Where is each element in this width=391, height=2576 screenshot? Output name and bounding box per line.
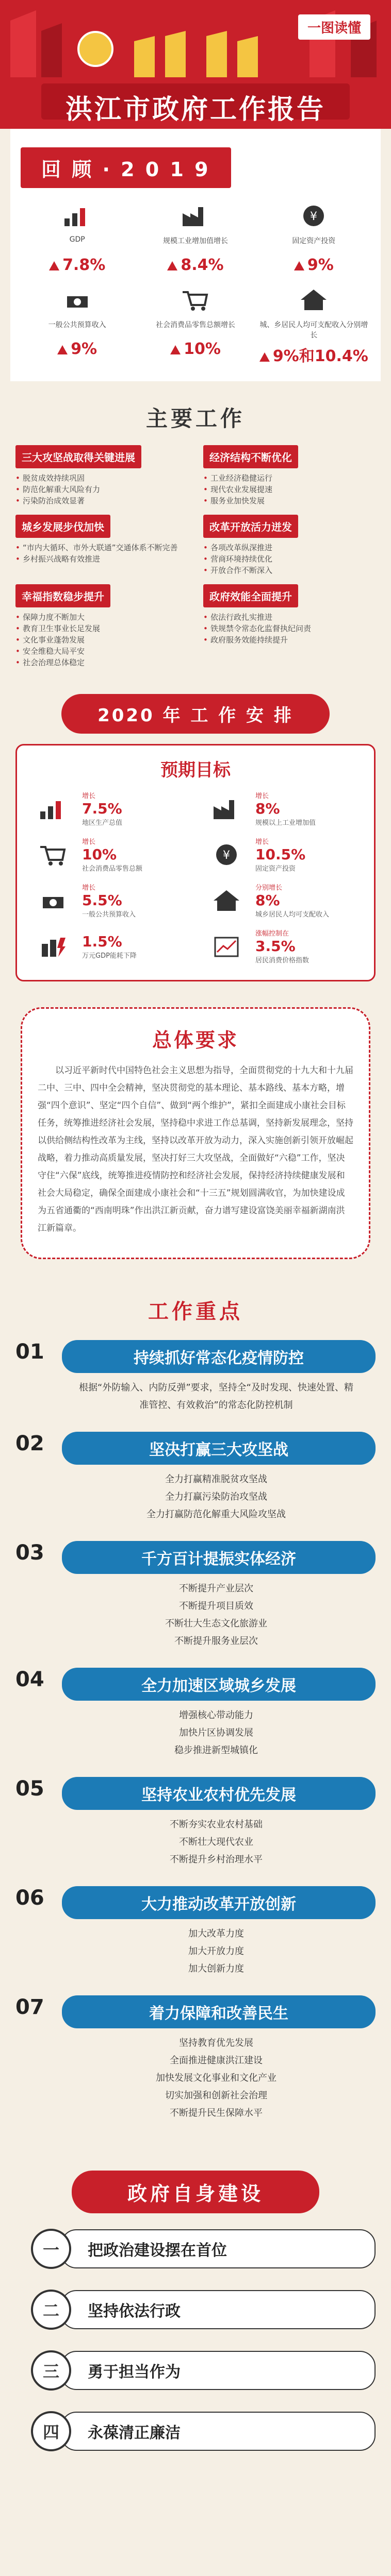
focus-heading: 全力加速区域城乡发展 xyxy=(62,1668,376,1701)
header-badge: 一图读懂 xyxy=(298,14,370,40)
shopping-cart-icon xyxy=(32,838,74,871)
card-title: 政府效能全面提升 xyxy=(203,584,298,607)
focus-item xyxy=(15,1340,376,1414)
stat-budget xyxy=(21,284,134,366)
house-people-icon xyxy=(296,284,332,315)
target-sub: 增长 xyxy=(82,884,96,892)
focus-number: 07 xyxy=(15,1995,44,2019)
card-title: 城乡发展步伐加快 xyxy=(15,515,110,538)
target-sub: 增长 xyxy=(255,792,269,800)
target-value: 1.5% xyxy=(82,933,122,950)
card-item: • 教育卫生事业长足发展 xyxy=(15,623,188,634)
arrangement-section xyxy=(0,679,391,992)
focus-line: 增强核心带动能力 xyxy=(179,1710,253,1721)
focus-body xyxy=(77,1707,355,1759)
card-item: • 政府服务效能持续提升 xyxy=(203,634,376,646)
self-item xyxy=(31,2229,376,2269)
self-number: 四 xyxy=(31,2411,71,2451)
focus-section xyxy=(0,1275,391,2150)
stat-income xyxy=(257,284,370,366)
shopping-cart-icon xyxy=(177,284,214,315)
focus-item xyxy=(15,1777,376,1869)
target-desc: 固定资产投资 xyxy=(255,865,296,873)
target-sub: 增长 xyxy=(82,838,96,846)
focus-heading: 坚决打赢三大攻坚战 xyxy=(62,1432,376,1465)
stat-label: 一般公共预算收入 xyxy=(48,321,106,329)
factory-icon xyxy=(177,200,214,231)
handshake-money-icon xyxy=(32,884,74,917)
card-item: • 防范化解重大风险有力 xyxy=(15,484,188,495)
yuan-coin-icon xyxy=(206,838,247,871)
stat-label: 固定资产投资 xyxy=(292,237,336,245)
focus-heading: 着力保障和改善民生 xyxy=(62,1995,376,2028)
focus-heading: 千方百计提振实体经济 xyxy=(62,1541,376,1574)
requirement-text: 以习近平新时代中国特色社会主义思想为指导，全面贯彻党的十九大和十九届二中、三中、四中全会精神，坚决贯彻党的基本理论、基本路线、基本方略，增强“四个意识”、坚定“四个自信”、做到“两个维护”，紧扣全面建成小康社会目标任务，统筹推进经济社会发展，坚持稳中求进工作总基调，坚持新发展理念，坚持以供给侧结构性改革为主线，坚持以改革开放为动力，深入实施创新引领开放崛起战略，着力推动高质量发展，坚决打好三大攻坚战，全面做好“六稳”工作，坚决守住“六保”底线，统筹推进疫情防控和经济社会发展，保持经济持续健康发展和社会大局稳定，确保全面建成小康社会和“十三五”规划圆满收官，为加快建设成为五省通衢的“西南明珠”作出洪江新贡献，奋力谱写建设富饶美丽幸福新湖南洪江新篇章。 xyxy=(38,1065,353,1233)
target-desc: 居民消费价格指数 xyxy=(255,957,309,964)
stat-label: GDP xyxy=(69,235,85,244)
focus-title: 工作重点 xyxy=(148,1300,243,1324)
price-index-icon xyxy=(206,930,247,963)
focus-line: 不断夯实农业农村基础 xyxy=(170,1819,263,1830)
self-item xyxy=(31,2411,376,2451)
focus-number: 03 xyxy=(15,1541,44,1565)
main-work-card xyxy=(203,515,376,576)
focus-item xyxy=(15,1432,376,1523)
target-item xyxy=(206,790,359,827)
focus-heading: 持续抓好常态化疫情防控 xyxy=(62,1340,376,1373)
self-number: 一 xyxy=(31,2229,71,2269)
party-emblem-icon xyxy=(77,31,113,67)
target-item xyxy=(32,836,185,873)
stat-industry xyxy=(139,200,252,274)
focus-number: 01 xyxy=(15,1340,44,1364)
focus-heading: 大力推动改革开放创新 xyxy=(62,1886,376,1919)
target-desc: 地区生产总值 xyxy=(82,819,123,827)
target-item xyxy=(206,928,359,964)
focus-body xyxy=(77,1925,355,1978)
focus-line: 加大开放力度 xyxy=(188,1946,244,1957)
target-grid xyxy=(32,790,359,964)
target-item xyxy=(32,928,185,964)
focus-line: 稳步推进新型城镇化 xyxy=(174,1745,258,1756)
focus-line: 切实加强和创新社会治理 xyxy=(165,2090,267,2101)
svg-text:¥: ¥ xyxy=(310,210,318,223)
target-value: 3.5% xyxy=(255,938,296,955)
factory-icon xyxy=(206,792,247,825)
house-people-icon xyxy=(206,884,247,917)
target-value: 10% xyxy=(82,846,117,863)
target-box xyxy=(15,744,376,981)
stat-value: 9% xyxy=(21,340,134,358)
target-desc: 城乡居民人均可支配收入 xyxy=(255,911,330,919)
focus-item xyxy=(15,1541,376,1650)
self-number: 三 xyxy=(31,2350,71,2391)
gdp-chart-icon xyxy=(32,792,74,825)
target-sub: 增长 xyxy=(255,838,269,846)
focus-line: 不断提升项目质效 xyxy=(179,1601,253,1612)
gdp-chart-icon xyxy=(59,200,95,231)
self-construction-section xyxy=(0,2150,391,2493)
focus-line: 不断壮大生态文化旅游业 xyxy=(165,1618,267,1629)
target-item xyxy=(32,882,185,919)
target-item xyxy=(206,836,359,873)
stat-value: 7.8% xyxy=(21,256,134,274)
card-title: 三大攻坚战取得关键进展 xyxy=(15,445,141,468)
red-flags-decoration xyxy=(0,0,391,82)
target-item xyxy=(32,790,185,827)
card-item: • 污染防治成效显著 xyxy=(15,495,188,506)
target-value: 8% xyxy=(255,800,280,817)
target-sub: 涨幅控制在 xyxy=(255,930,289,938)
focus-line: 不断提升民生保障水平 xyxy=(170,2108,263,2119)
card-item: • 安全维稳大局平安 xyxy=(15,646,188,657)
focus-item xyxy=(15,1668,376,1759)
target-title: 预期目标 xyxy=(160,760,231,781)
target-item xyxy=(206,882,359,919)
header-banner xyxy=(0,0,391,129)
stat-retail xyxy=(139,284,252,366)
card-item: • 乡村振兴战略有效推进 xyxy=(15,553,188,565)
review-title: 回 顾 · 2 0 1 9 xyxy=(21,147,231,188)
stat-value: 9%和10.4% xyxy=(257,343,370,366)
focus-line: 不断提升乡村治理水平 xyxy=(170,1854,263,1865)
focus-body xyxy=(77,2035,355,2122)
card-item: • “市内大循环、市外大联通”交通体系不断完善 xyxy=(15,542,188,553)
page-title: 洪江市政府工作报告 xyxy=(65,94,325,125)
card-title: 幸福指数稳步提升 xyxy=(15,584,110,607)
stat-gdp xyxy=(21,200,134,274)
target-value: 10.5% xyxy=(255,846,306,863)
main-work-card xyxy=(15,445,188,506)
focus-item xyxy=(15,1995,376,2122)
handshake-money-icon xyxy=(59,284,95,315)
card-item: • 服务业加快发展 xyxy=(203,495,376,506)
stat-value: 10% xyxy=(139,340,252,358)
review-stats xyxy=(21,200,370,366)
target-desc: 万元GDP能耗下降 xyxy=(82,952,137,960)
card-item: • 保障力度不断加大 xyxy=(15,612,188,623)
focus-line: 全力打赢污染防治攻坚战 xyxy=(165,1492,267,1502)
focus-number: 02 xyxy=(15,1432,44,1455)
card-item: • 社会治理总体稳定 xyxy=(15,657,188,668)
focus-line: 全面推进健康洪江建设 xyxy=(170,2055,263,2066)
main-work-card xyxy=(15,515,188,576)
target-value: 5.5% xyxy=(82,892,122,909)
focus-number: 05 xyxy=(15,1777,44,1801)
focus-line: 坚持教育优先发展 xyxy=(179,2038,253,2048)
target-desc: 社会消费品零售总额 xyxy=(82,865,143,873)
main-work-card xyxy=(203,584,376,668)
card-item: • 营商环境持续优化 xyxy=(203,553,376,565)
focus-body xyxy=(77,1379,355,1414)
card-item: • 工业经济稳健运行 xyxy=(203,472,376,484)
self-construction-title: 政府自身建设 xyxy=(72,2171,319,2213)
card-title: 经济结构不断优化 xyxy=(203,445,298,468)
main-work-card xyxy=(15,584,188,668)
svg-text:¥: ¥ xyxy=(223,849,230,862)
self-text: 勇于担当作为 xyxy=(61,2351,376,2390)
target-desc: 规模以上工业增加值 xyxy=(255,819,316,827)
target-value: 8% xyxy=(255,892,280,909)
self-number: 二 xyxy=(31,2290,71,2330)
focus-item xyxy=(15,1886,376,1978)
main-work-section xyxy=(0,381,391,679)
card-title: 改革开放活力迸发 xyxy=(203,515,298,538)
focus-line: 不断提升服务业层次 xyxy=(174,1636,258,1647)
focus-line: 加快发展文化事业和文化产业 xyxy=(156,2073,276,2083)
stat-value: 9% xyxy=(257,256,370,274)
energy-icon xyxy=(32,930,74,963)
focus-line: 根据“外防输入、内防反弹”要求，坚持全“及时发现、快速处置、精准管控、有效救治”的常态化防控机制 xyxy=(79,1382,353,1411)
main-work-card xyxy=(203,445,376,506)
card-item: • 现代农业发展提速 xyxy=(203,484,376,495)
focus-number: 04 xyxy=(15,1668,44,1691)
card-item: • 脱贫成效持续巩固 xyxy=(15,472,188,484)
card-item: • 铁规禁令常态化监督执纪问责 xyxy=(203,623,376,634)
stat-investment xyxy=(257,200,370,274)
card-item: • 文化事业蓬勃发展 xyxy=(15,634,188,646)
main-work-title: 主要工作 xyxy=(145,406,245,431)
target-value: 7.5% xyxy=(82,800,122,817)
focus-body xyxy=(77,1816,355,1869)
self-item xyxy=(31,2350,376,2391)
stat-label: 社会消费品零售总额增长 xyxy=(155,321,235,329)
self-text: 坚持依法行政 xyxy=(61,2290,376,2329)
self-text: 永葆清正廉洁 xyxy=(61,2412,376,2451)
focus-line: 不断提升产业层次 xyxy=(179,1583,253,1594)
main-work-grid xyxy=(15,445,376,668)
stat-label: 城、乡居民人均可支配收入分别增长 xyxy=(259,321,368,340)
focus-line: 加快片区协调发展 xyxy=(179,1727,253,1738)
card-item: • 依法行政扎实推进 xyxy=(203,612,376,623)
focus-body xyxy=(77,1471,355,1523)
target-desc: 一般公共预算收入 xyxy=(82,911,136,919)
focus-line: 全力打赢精准脱贫攻坚战 xyxy=(165,1474,267,1485)
target-sub: 增长 xyxy=(82,792,96,800)
target-sub: 分别增长 xyxy=(255,884,283,892)
focus-line: 不断壮大现代农业 xyxy=(179,1837,253,1848)
focus-line: 加大创新力度 xyxy=(188,1963,244,1974)
yuan-coin-icon xyxy=(296,200,332,231)
requirement-title: 总体要求 xyxy=(152,1029,239,1052)
stat-value: 8.4% xyxy=(139,256,252,274)
self-text: 把政治建设摆在首位 xyxy=(61,2229,376,2268)
card-item: • 各项改革纵深推进 xyxy=(203,542,376,553)
focus-line: 全力打赢防范化解重大风险攻坚战 xyxy=(146,1509,286,1520)
review-section xyxy=(10,129,381,381)
stat-label: 规模工业增加值增长 xyxy=(162,237,228,245)
focus-heading: 坚持农业农村优先发展 xyxy=(62,1777,376,1810)
self-item xyxy=(31,2290,376,2330)
card-item: • 开放合作不断深入 xyxy=(203,565,376,576)
focus-number: 06 xyxy=(15,1886,44,1910)
arrangement-banner: 2020 年 工 作 安 排 xyxy=(61,694,330,734)
focus-body xyxy=(77,1580,355,1650)
focus-line: 加大改革力度 xyxy=(188,1928,244,1939)
requirement-box xyxy=(21,1007,370,1259)
